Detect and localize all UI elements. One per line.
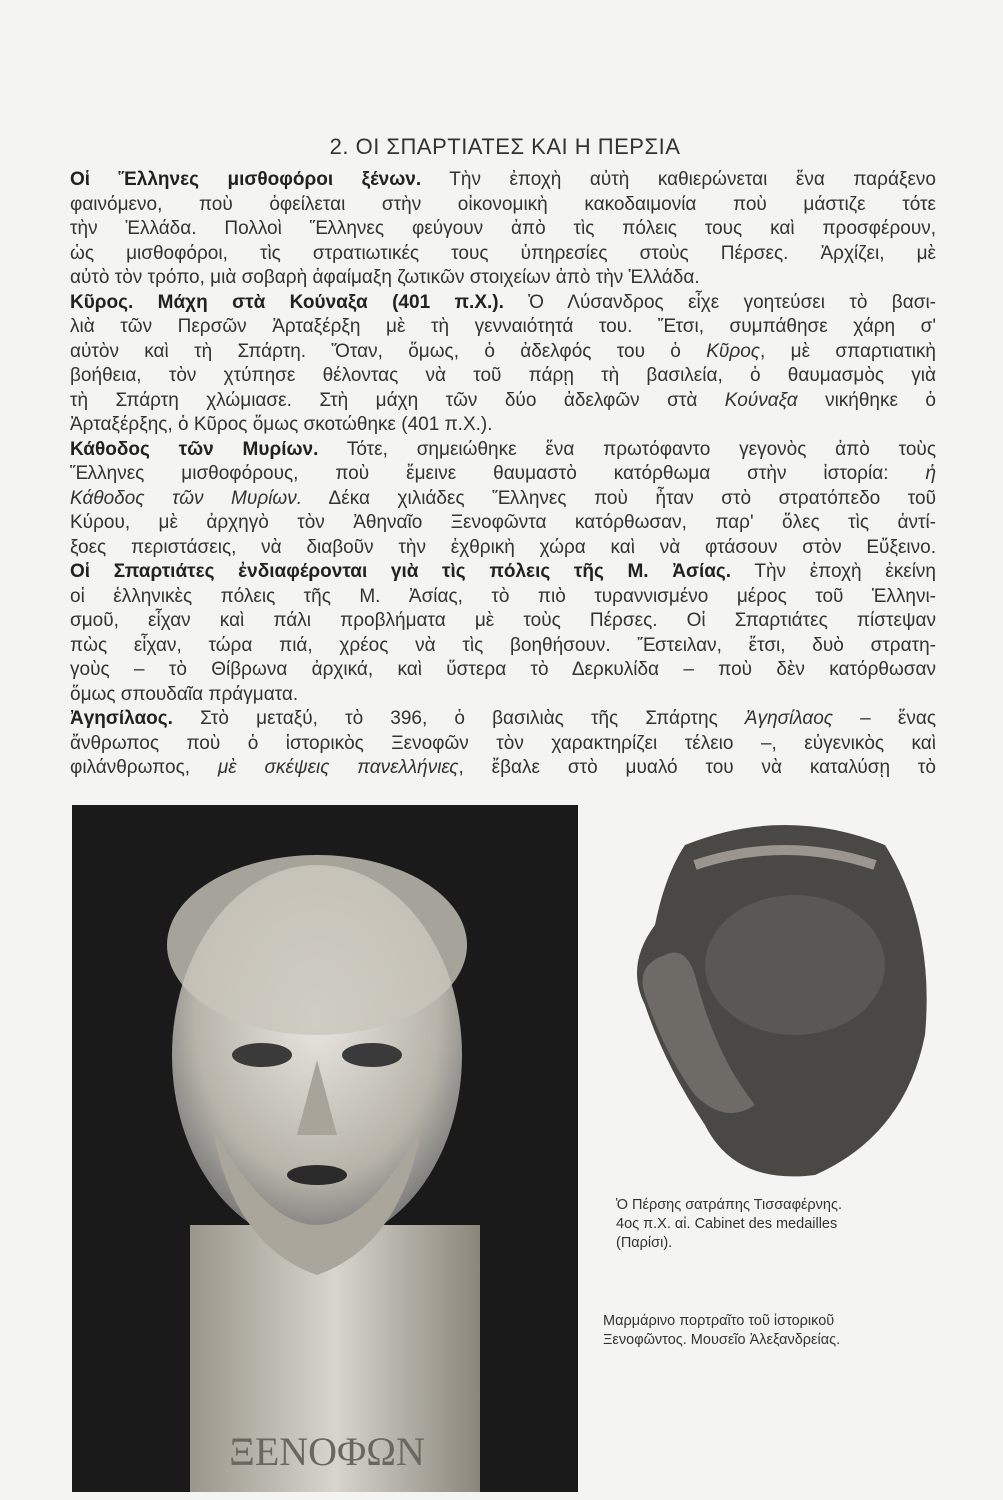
text-line <box>70 536 936 561</box>
text-line <box>70 291 936 316</box>
text-segment: ἄνθρωπος ποὺ ὁ ἱστορικὸς Ξενοφῶν τὸν χαρακτηρίζει τέλειο –, εὐγενικὸς καὶ <box>70 732 936 754</box>
text-segment: ξοες περιστάσεις, νὰ διαβοῦν τὴν ἐχθρικὴ χώρα καὶ νὰ φτάσουν στὸν Εὔξεινο. <box>70 536 936 558</box>
tissaphernes-coin-photo <box>625 805 945 1185</box>
text-line <box>70 438 936 463</box>
text-segment: Ἀρταξέρξης, ὁ Κῦρος ὅμως σκοτώθηκε (401 π.Χ.). <box>70 414 493 435</box>
bust-inscription: ΞΕΝΟΦΩΝ <box>229 1429 425 1474</box>
emphasis-text: ἡ <box>925 463 936 484</box>
text-line <box>70 217 936 242</box>
text-line <box>70 756 936 781</box>
text-line <box>70 511 936 536</box>
emphasis-text: Κῦρος <box>706 340 761 362</box>
text-segment: Τότε, σημειώθηκε ἕνα πρωτόφαντο γεγονὸς ἀπὸ τοὺς <box>318 438 936 460</box>
text-line <box>70 634 936 659</box>
text-segment: οἱ ἑλληνικὲς πόλεις τῆς Μ. Ἀσίας, τὸ πιὸ τυραννισμένο μέρος τοῦ Ἑλληνι- <box>70 585 936 607</box>
text-segment: Ὁ Λύσανδρος εἶχε γοητεύσει τὸ βασι- <box>503 291 936 313</box>
bust-caption-line: Ξενοφῶντος. Μουσεῖο Ἀλεξανδρείας. <box>603 1332 841 1348</box>
coin-caption <box>616 1196 842 1253</box>
coin-caption-line: Ὁ Πέρσης σατράπης Τισσαφέρνης. <box>616 1197 843 1213</box>
text-segment: σμοῦ, εἶχαν καὶ πάλι προβλήματα μὲ τοὺς Πέρσες. Οἱ Σπαρτιάτες πίστεψαν <box>70 610 936 631</box>
text-segment: Στὸ μεταξύ, τὸ 396, ὁ βασιλιὰς τῆς Σπάρτης <box>172 708 745 729</box>
text-segment: Δέκα χιλιάδες Ἕλληνες ποὺ ἦταν στὸ στρατόπεδο τοῦ <box>302 487 936 509</box>
text-line <box>70 609 936 634</box>
text-line <box>70 364 936 389</box>
text-segment: Τὴν ἐποχὴ αὐτὴ καθιερώνεται ἕνα παράξενο <box>421 169 936 190</box>
text-line <box>70 658 936 683</box>
text-segment: αὐτὸ τὸν τρόπο, μιὰ σοβαρὴ ἀφαίμαξη ζωτικῶν στοιχείων ἀπὸ τὴν Ἑλλάδα. <box>70 267 700 288</box>
text-line <box>70 707 936 732</box>
text-segment: τὴ Σπάρτη χλώμιασε. Στὴ μάχη τῶν δύο ἀδελφῶν στὰ <box>70 389 725 411</box>
body-text <box>70 168 936 781</box>
text-segment: Ἕλληνες μισθοφόρους, ποὺ ἔμεινε θαυμαστὸ κατόρθωμα στὴν ἱστορία: <box>70 463 926 484</box>
text-segment: – ἕνας <box>833 708 936 729</box>
text-segment: πὼς εἶχαν, τώρα πιά, χρέος νὰ τὶς βοηθήσουν. Ἔστειλαν, ἔτσι, δυὸ στρατη- <box>70 634 936 656</box>
paragraph-title: Ἀγησίλαος. <box>70 708 173 729</box>
text-line <box>70 315 936 340</box>
coin-caption-line: (Παρίσι). <box>616 1235 673 1251</box>
paragraph-title: Οἱ Σπαρτιάτες ἐνδιαφέρονται γιὰ τὶς πόλεις τῆς Μ. Ἀσίας. <box>70 561 732 582</box>
text-segment: Κύρου, μὲ ἀρχηγὸ τὸν Ἀθηναῖο Ξενοφῶντα κατόρθωσαν, παρ' ὅλες τὶς ἀντί- <box>70 512 936 533</box>
text-line <box>70 462 936 487</box>
coin-caption-line: 4ος π.Χ. αἰ. Cabinet des medailles <box>616 1216 838 1232</box>
text-segment: γοὺς – τὸ Θίβρωνα ἀρχικά, καὶ ὕστερα τὸ Δερκυλίδα – ποὺ δὲν κατόρθωσαν <box>70 659 936 680</box>
bust-caption <box>603 1312 840 1350</box>
text-line <box>70 389 936 414</box>
text-segment: φιλάνθρωπος, <box>70 757 218 778</box>
bust-caption-line: Μαρμάρινο πορτραῖτο τοῦ ἱστορικοῦ <box>603 1313 835 1329</box>
text-line <box>70 487 936 512</box>
text-segment: , ἔβαλε στὸ μυαλό του νὰ καταλύσῃ τὸ <box>458 757 936 778</box>
text-segment: , μὲ σπαρτιατικὴ <box>760 340 936 362</box>
text-line <box>70 732 936 757</box>
text-segment: τὴν Ἑλλάδα. Πολλοὶ Ἕλληνες φεύγουν ἀπὸ τὶς πόλεις τους καὶ προσφέρουν, <box>70 218 936 239</box>
section-heading: 2. ΟΙ ΣΠΑΡΤΙΑΤΕΣ ΚΑΙ Η ΠΕΡΣΙΑ <box>329 134 681 159</box>
text-line <box>70 340 936 365</box>
paragraph-title: Κῦρος. Μάχη στὰ Κούναξα (401 π.Χ.). <box>70 291 504 313</box>
text-segment: φαινόμενο, ποὺ ὀφείλεται στὴν οἰκονομικὴ κακοδαιμονία ποὺ μάστιζε τότε <box>70 193 936 215</box>
xenophon-bust-photo <box>72 805 578 1492</box>
emphasis-text: Ἀγησίλαος <box>744 708 834 729</box>
text-segment: Τὴν ἐποχὴ ἐκείνη <box>731 561 936 582</box>
paragraph-title: Κάθοδος τῶν Μυρίων. <box>70 438 319 460</box>
text-line <box>70 413 936 438</box>
text-line <box>70 560 936 585</box>
paragraph-title: Οἱ Ἕλληνες μισθοφόροι ξένων. <box>70 169 422 190</box>
text-line <box>70 193 936 218</box>
text-segment: βοήθεια, τὸν χτύπησε θέλοντας νὰ τοῦ πάρῃ τὴ βασιλεία, ὁ θαυμασμὸς γιὰ <box>70 365 936 386</box>
text-line <box>70 266 936 291</box>
text-segment: ὡς μισθοφόροι, τὶς στρατιωτικές τους ὑπηρεσίες στοὺς Πέρσες. Ἀρχίζει, μὲ <box>70 242 936 264</box>
text-line <box>70 168 936 193</box>
text-segment: νικήθηκε ὁ <box>797 389 936 411</box>
text-line <box>70 242 936 267</box>
emphasis-text: Κάθοδος τῶν Μυρίων. <box>70 487 303 509</box>
text-segment: λιὰ τῶν Περσῶν Ἀρταξέρξη μὲ τὴ γενναιότητά του. Ἔτσι, συμπάθησε χάρη σ' <box>70 316 936 337</box>
emphasis-text: μὲ σκέψεις πανελλήνιες <box>217 757 459 778</box>
text-segment: ὅμως σπουδαῖα πράγματα. <box>70 683 299 705</box>
emphasis-text: Κούναξα <box>724 389 798 411</box>
text-segment: αὐτὸν καὶ τὴ Σπάρτη. Ὅταν, ὅμως, ὁ ἀδελφός του ὁ <box>70 340 707 362</box>
text-line <box>70 585 936 610</box>
text-line <box>70 683 936 708</box>
